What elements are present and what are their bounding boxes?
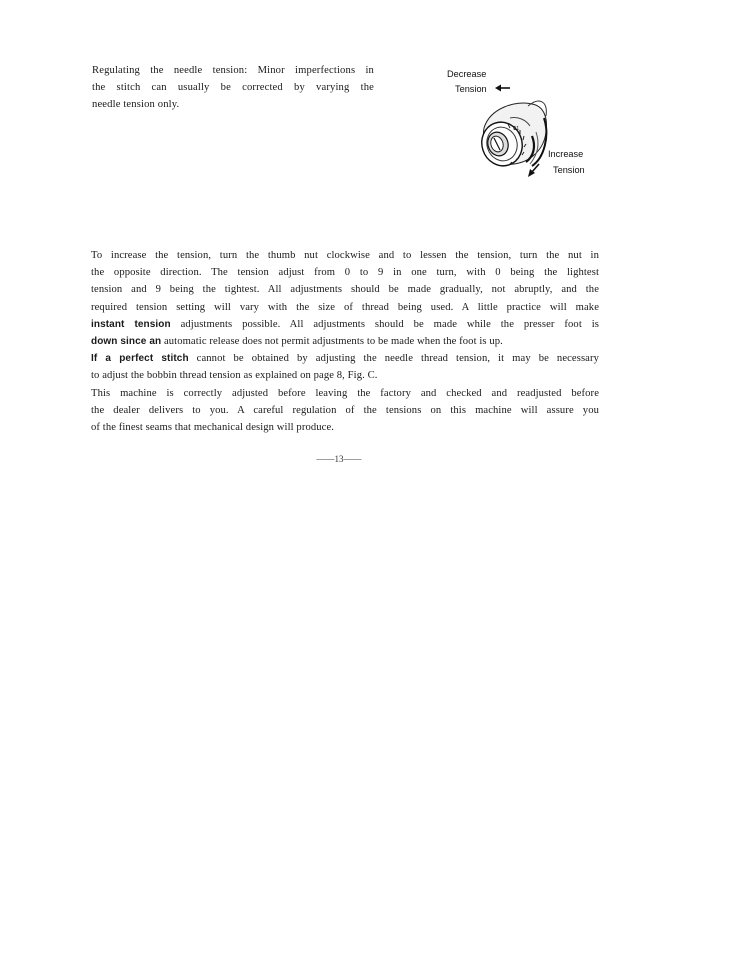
bold-phrase: If a perfect stitch [91, 353, 189, 365]
body-line: tension and 9 being the tightest. All adjustments should be made gradually, not abruptly, and the [91, 284, 599, 296]
increase-label: Increase [548, 149, 584, 159]
bold-phrase: down since an [91, 336, 162, 348]
body-line: instant tension adjustments possible. All adjustments should be made while the presser foot is [91, 318, 599, 330]
body-line: If a perfect stitch cannot be obtained by adjusting the needle thread tension, it may be necessary [91, 353, 599, 365]
body-line: the opposite direction. The tension adjust from 0 to 9 in one turn, with 0 being the lightest [91, 267, 599, 279]
intro-line: the stitch can usually be corrected by varying the [92, 82, 374, 93]
page-number: ——13—— [316, 454, 362, 464]
decrease-label: Decrease [447, 69, 487, 79]
bold-phrase: instant tension [91, 318, 171, 330]
decrease-tension-label: Tension [455, 84, 487, 94]
body-line: to adjust the bobbin thread tension as explained on page 8, Fig. C. [91, 370, 378, 382]
intro-paragraph [92, 62, 374, 113]
intro-line: Regulating the needle tension: Minor imperfections in [92, 65, 374, 76]
body-line: down since an automatic release does not permit adjustments to be made when the foot is up. [91, 336, 503, 348]
body-line: the dealer delivers to you. A careful regulation of the tensions on this machine will assure you [91, 404, 599, 416]
tension-knob-icon [476, 101, 546, 171]
intro-line: needle tension only. [92, 99, 180, 110]
svg-text:01: 01 [513, 126, 520, 132]
body-line: To increase the tension, turn the thumb nut clockwise and to lessen the tension, turn the nut in [91, 250, 599, 261]
body-line: of the finest seams that mechanical design will produce. [91, 422, 335, 434]
increase-tension-label: Tension [553, 165, 585, 175]
tension-instructions [91, 247, 599, 436]
body-line: required tension setting will vary with the size of thread being used. A little practice will make [91, 301, 599, 313]
body-line: This machine is correctly adjusted before leaving the factory and checked and readjusted before [91, 387, 599, 399]
decrease-arrow-icon [495, 85, 510, 92]
tension-dial-figure [440, 66, 600, 186]
